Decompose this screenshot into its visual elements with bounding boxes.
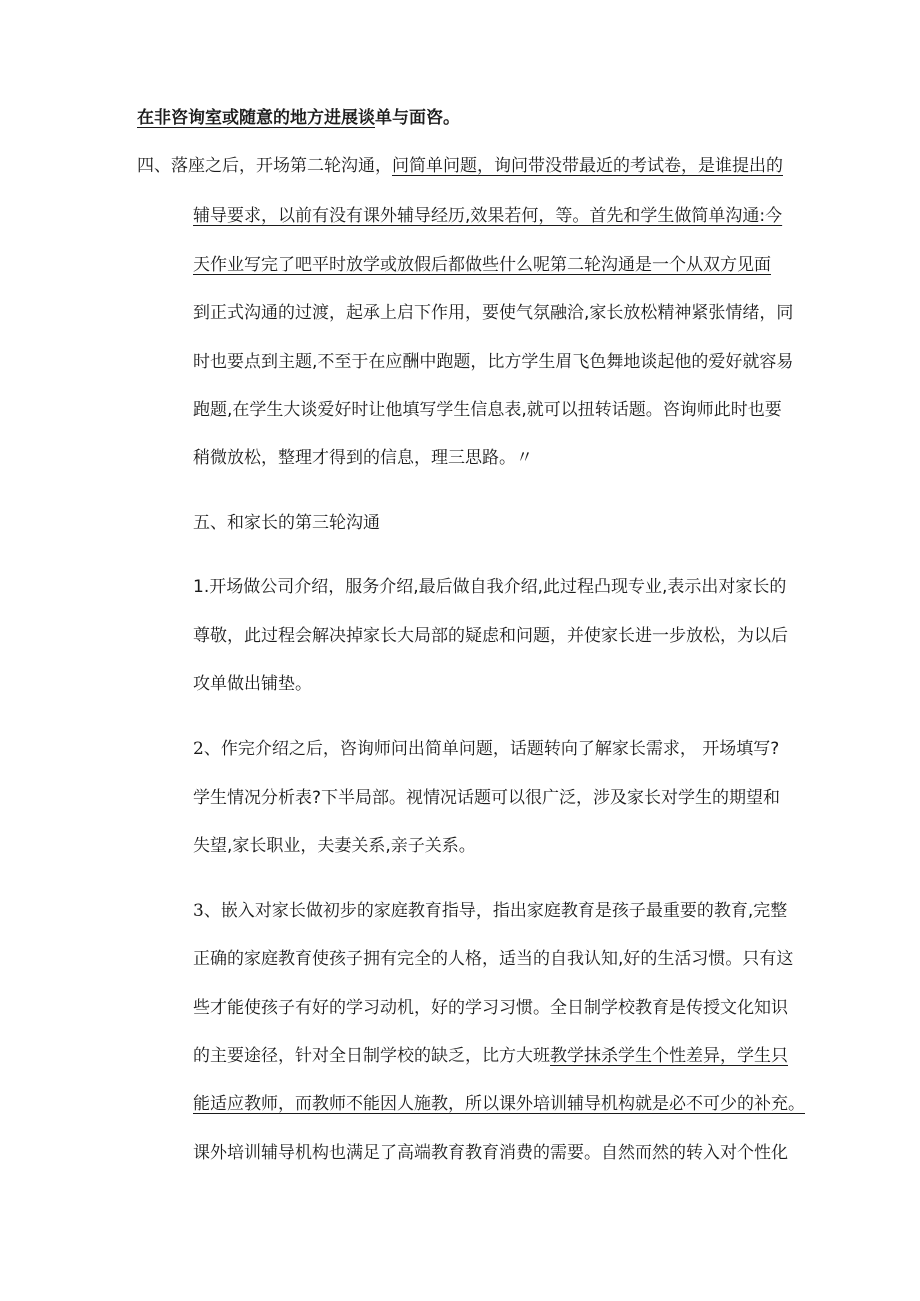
item3-line: 些才能使孩子有好的学习动机，好的学习习惯。全日制学校教育是传授文化知识 [193, 998, 788, 1018]
item2-line: 学生情况分析表?下半局部。视情况话题可以很广泛，涉及家长对学生的期望和 [193, 788, 781, 808]
section5-heading: 五、和家长的第三轮沟通 [193, 513, 380, 533]
section4-line: 稍微放松，整理才得到的信息，理三思路。〃 [193, 448, 533, 468]
section4-line: 辅导要求，以前有没有课外辅导经历,效果若何，等。首先和学生做简单沟通:今 [193, 206, 783, 226]
item3-line-5: 能适应教师，而教师不能因人施教，所以课外培训辅导机构就是必不可少的补充。 [193, 1094, 805, 1114]
section4-line: 天作业写完了吧平时放学或放假后都做些什么呢第二轮沟通是一个从双方见面 [193, 255, 771, 275]
intro-underlined-text: 在非咨询室或随意的地方进展谈 [137, 108, 375, 128]
section4-underlined: 问简单问题，询问带没带最近的考试卷，是谁提出的 [392, 156, 783, 176]
item3-line: 正确的家庭教育使孩子拥有完全的人格，适当的自我认知,好的生活习惯。只有这 [193, 949, 794, 969]
section4-line: 到正式沟通的过渡，起承上启下作用，要使气氛融洽,家长放松精神紧张情绪，同 [193, 303, 794, 323]
item3-text: 、嵌入对家长做初步的家庭教育指导，指出家庭教育是孩子最重要的教育,完整 [203, 901, 788, 921]
item1-line: 攻单做出铺垫。 [193, 674, 312, 694]
section4-first-line [137, 154, 783, 178]
item2-first-line [193, 737, 779, 761]
item3-line-6: 课外培训辅导机构也满足了高端教育教育消费的需要。自然而然的转入对个性化 [193, 1143, 788, 1163]
section4-line: 跑题,在学生大谈爱好时让他填写学生信息表,就可以扭转话题。咨询师此时也要 [193, 400, 782, 420]
item2-number: 2 [193, 739, 204, 759]
section4-line: 时也要点到主题,不至于在应酬中跑题，比方学生眉飞色舞地谈起他的爱好就容易 [193, 352, 794, 372]
item1-line: 1.开场做公司介绍，服务介绍,最后做自我介绍,此过程凸现专业,表示出对家长的 [193, 577, 787, 597]
item3-number: 3 [193, 901, 204, 921]
intro-text: 单与面咨。 [375, 108, 460, 128]
item2-text: 、作完介绍之后，咨询师问出简单问题，话题转向了解家长需求， 开场填写? [203, 739, 780, 759]
item2-line: 失望,家长职业，夫妻关系,亲子关系。 [193, 836, 476, 856]
item3-line4-text: 的主要途径，针对全日制学校的缺乏，比方大班 [193, 1046, 550, 1066]
section4-prefix: 四、落座之后，开场第二轮沟通， [137, 156, 392, 176]
item1-line: 尊敬，此过程会解决掉家长大局部的疑虑和问题，并使家长进一步放松，为以后 [193, 626, 788, 646]
item3-line-4 [193, 1044, 788, 1068]
intro-line [137, 106, 460, 130]
item3-line4-underlined: 教学抹杀学生个性差异，学生只 [550, 1046, 788, 1066]
item3-first-line [193, 899, 787, 923]
